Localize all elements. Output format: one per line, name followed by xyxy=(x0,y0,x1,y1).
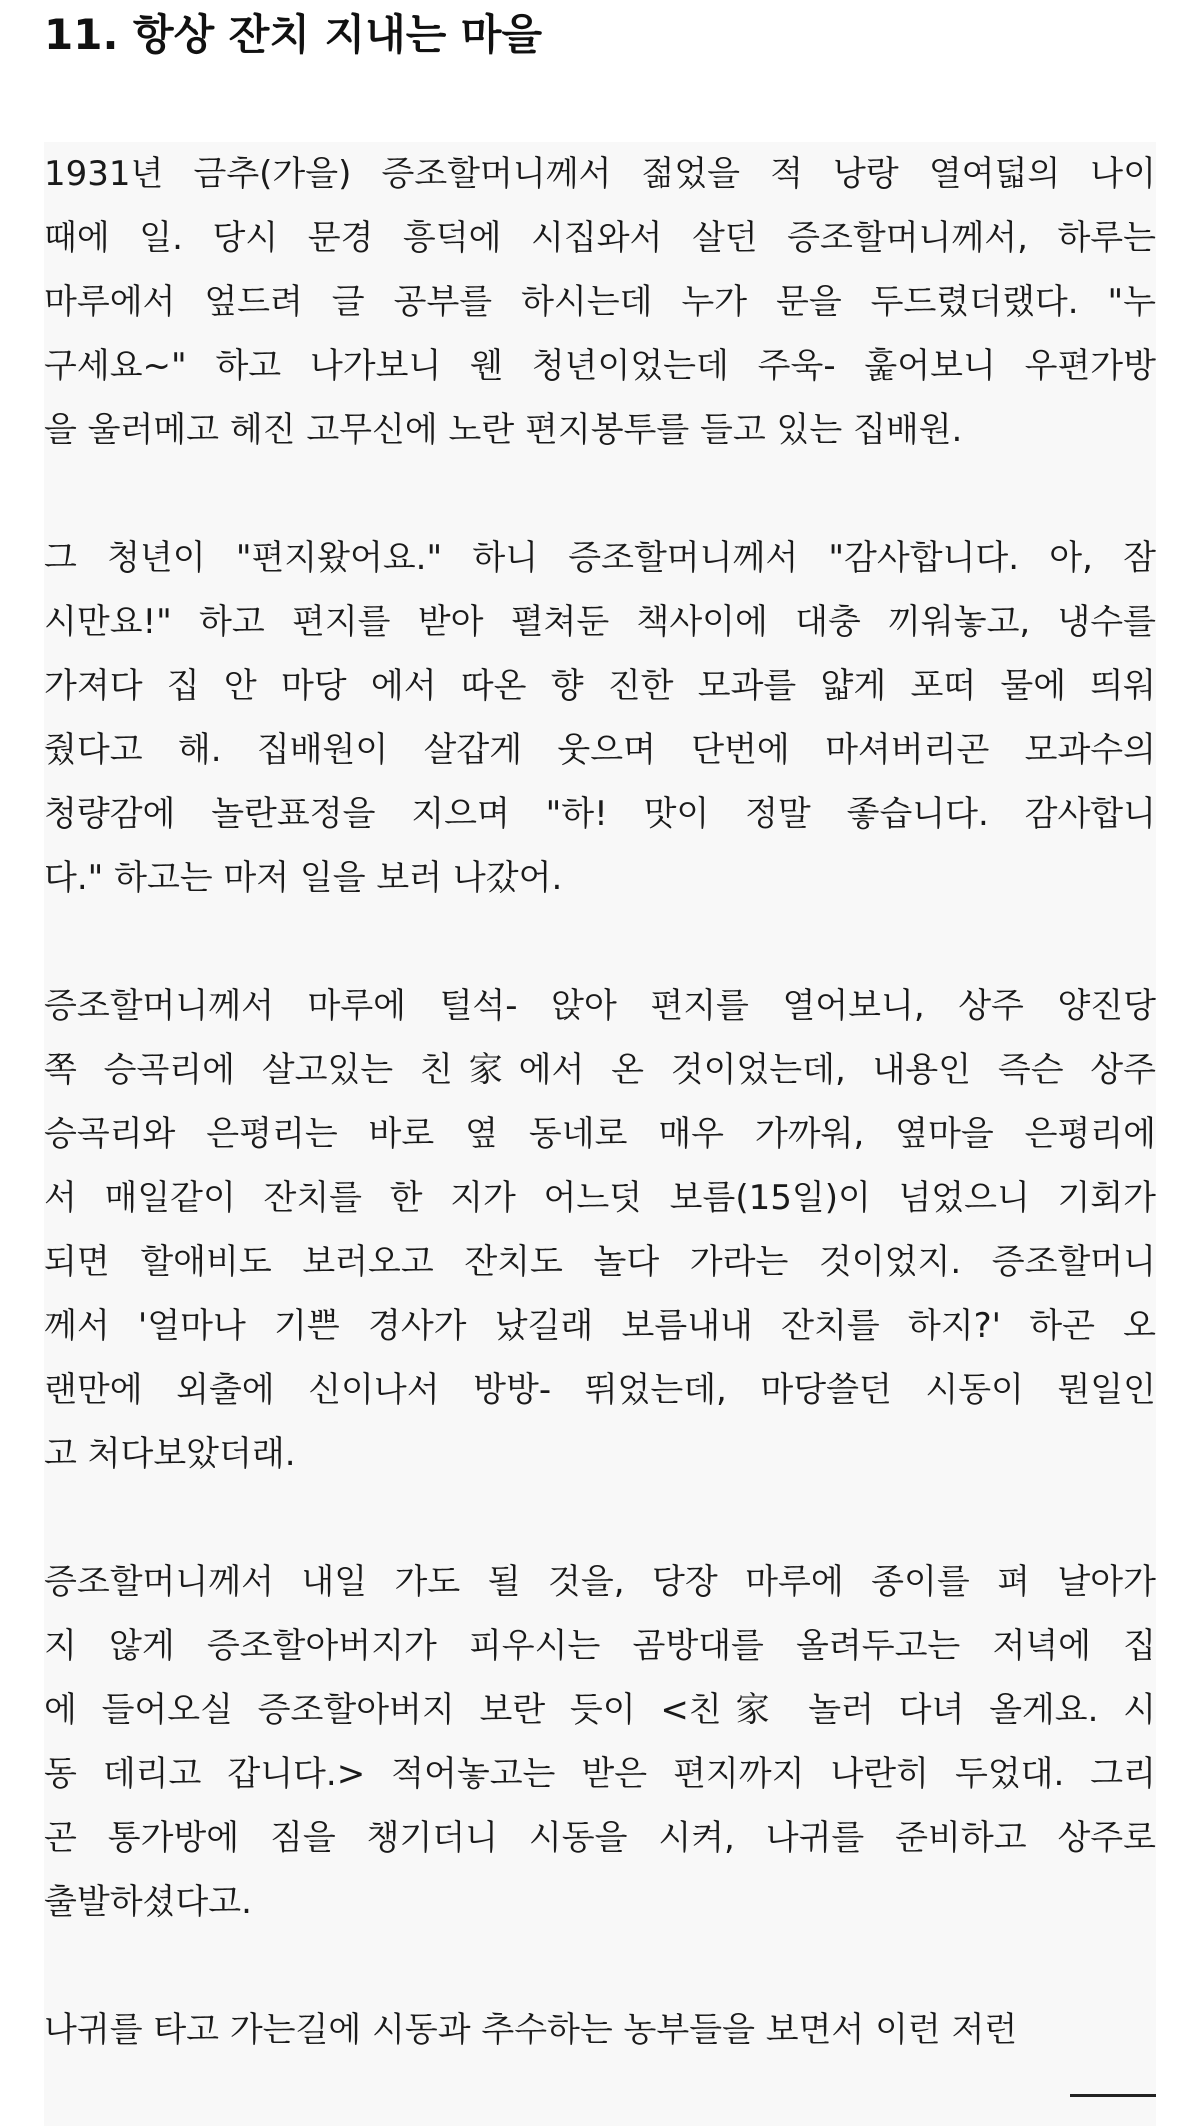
paragraph-line: 구세요~" 하고 나가보니 웬 청년이었는데 주욱- 훑어보니 우편가방 xyxy=(44,346,1156,386)
paragraph-line: 줬다고 해. 집배원이 살갑게 웃으며 단번에 마셔버리곤 모과수의 xyxy=(44,730,1156,770)
paragraph-line: 동 데리고 갑니다.> 적어놓고는 받은 편지까지 나란히 두었대. 그리 xyxy=(44,1754,1156,1794)
paragraph-line: 지 않게 증조할아버지가 피우시는 곰방대를 올려두고는 저녁에 집 xyxy=(44,1626,1156,1666)
story-paragraph xyxy=(44,1998,1156,2126)
page-title: 11. 항상 잔치 지내는 마을 xyxy=(44,10,543,59)
paragraph-line: 그 청년이 "편지왔어요." 하니 증조할머니께서 "감사합니다. 아, 잠 xyxy=(44,538,1156,578)
paragraph-line: 되면 할애비도 보러오고 잔치도 놀다 가라는 것이었지. 증조할머니 xyxy=(44,1242,1156,1282)
scroll-indicator xyxy=(1070,2094,1156,2097)
paragraph-line: 청량감에 놀란표정을 지으며 "하! 맛이 정말 좋습니다. 감사합니 xyxy=(44,794,1156,834)
story-paragraph xyxy=(44,1550,1156,1998)
paragraph-line: 1931년 금추(가을) 증조할머니께서 젊었을 적 낭랑 열여덟의 나이 xyxy=(44,154,1156,194)
paragraph-line: 곤 통가방에 짐을 챙기더니 시동을 시켜, 나귀를 준비하고 상주로 xyxy=(44,1818,1156,1858)
paragraph-line: 때에 일. 당시 문경 흥덕에 시집와서 살던 증조할머니께서, 하루는 xyxy=(44,218,1156,258)
paragraph-line: 증조할머니께서 마루에 털석- 앉아 편지를 열어보니, 상주 양진당 xyxy=(44,986,1156,1026)
paragraph-line: 을 울러메고 헤진 고무신에 노란 편지봉투를 들고 있는 집배원. xyxy=(44,410,963,450)
paragraph-line: 출발하셨다고. xyxy=(44,1882,252,1922)
paragraph-line: 나귀를 타고 가는길에 시동과 추수하는 농부들을 보면서 이런 저런 xyxy=(44,2010,1018,2050)
paragraph-line: 랜만에 외출에 신이나서 방방- 뛰었는데, 마당쓸던 시동이 뭔일인 xyxy=(44,1370,1156,1410)
paragraph-line: 에 들어오실 증조할아버지 보란 듯이 <친家 놀러 다녀 올게요. 시 xyxy=(44,1690,1156,1730)
paragraph-line: 고 처다보았더래. xyxy=(44,1434,296,1474)
paragraph-line: 다." 하고는 마저 일을 보러 나갔어. xyxy=(44,858,563,898)
paragraph-line: 쪽 승곡리에 살고있는 친家에서 온 것이었는데, 내용인 즉슨 상주 xyxy=(44,1050,1156,1090)
paragraph-line: 서 매일같이 잔치를 한 지가 어느덧 보름(15일)이 넘었으니 기회가 xyxy=(44,1178,1156,1218)
paragraph-line: 시만요!" 하고 편지를 받아 펼쳐둔 책사이에 대충 끼워놓고, 냉수를 xyxy=(44,602,1156,642)
paragraph-line: 가져다 집 안 마당 에서 따온 향 진한 모과를 얇게 포떠 물에 띄워 xyxy=(44,666,1156,706)
paragraph-line: 마루에서 엎드려 글 공부를 하시는데 누가 문을 두드렸더랬다. "누 xyxy=(44,282,1156,322)
paragraph-line: 증조할머니께서 내일 가도 될 것을, 당장 마루에 종이를 펴 날아가 xyxy=(44,1562,1156,1602)
paragraph-line: 께서 '얼마나 기쁜 경사가 났길래 보름내내 잔치를 하지?' 하곤 오 xyxy=(44,1306,1156,1346)
story-paragraph xyxy=(44,142,1156,526)
story-paragraph xyxy=(44,526,1156,974)
story-paragraph xyxy=(44,974,1156,1550)
paragraph-line: 승곡리와 은평리는 바로 옆 동네로 매우 가까워, 옆마을 은평리에 xyxy=(44,1114,1156,1154)
story-body xyxy=(44,142,1156,2126)
